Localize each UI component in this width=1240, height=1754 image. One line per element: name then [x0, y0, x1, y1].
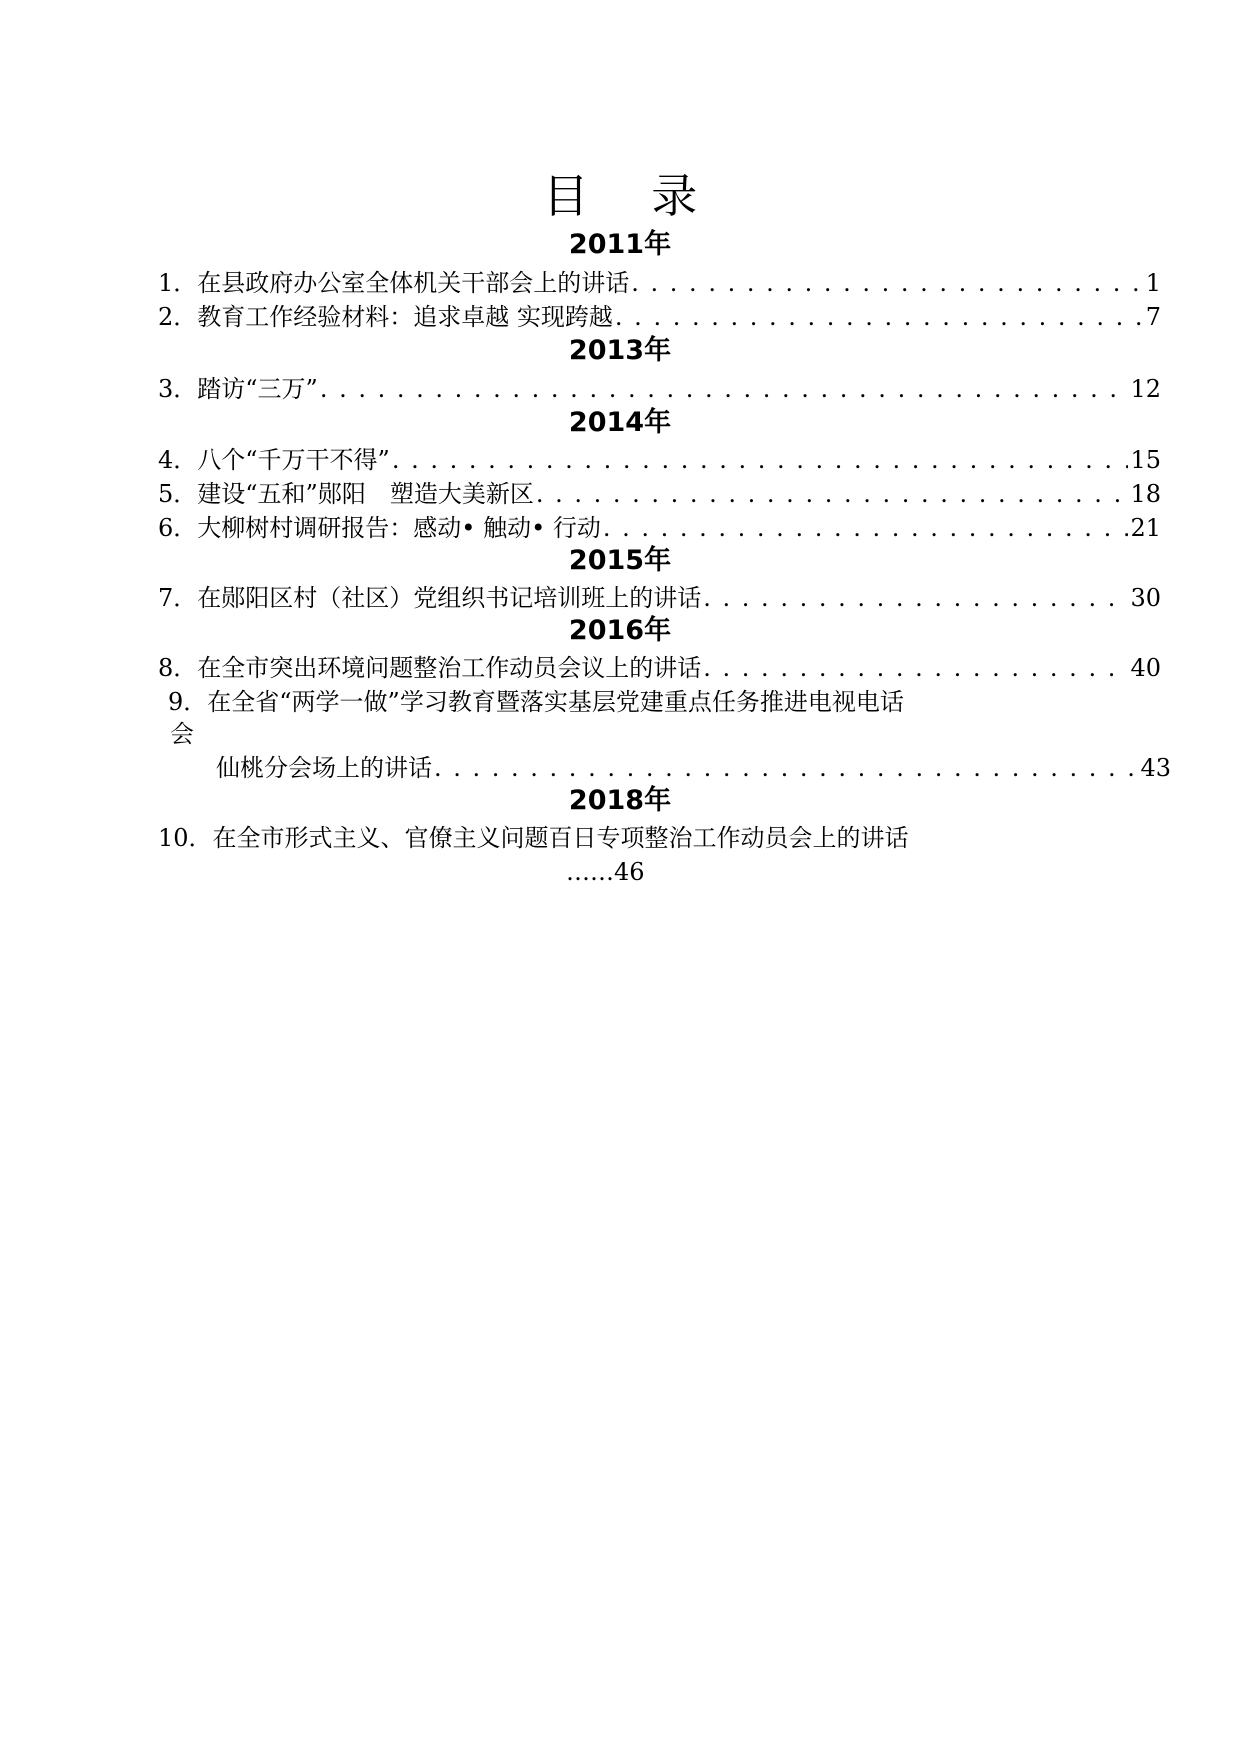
entry-number: 6．	[158, 514, 198, 542]
dot-leader	[703, 581, 1128, 615]
entry-page: 18	[1130, 480, 1161, 508]
toc-entry-line[interactable]	[158, 821, 909, 855]
toc-entry[interactable]	[158, 477, 1161, 511]
entry-page: 40	[1130, 654, 1161, 682]
entry-title: 在全市突出环境问题整治工作动员会议上的讲话	[197, 654, 702, 682]
entry-title: 仙桃分会场上的讲话	[216, 754, 432, 782]
toc-entry[interactable]	[216, 751, 1171, 785]
entry-number: 9．	[168, 688, 208, 716]
entry-page: 7	[1145, 303, 1161, 331]
entry-page: 43	[1140, 754, 1171, 782]
entry-title: 八个“千万干不得”	[197, 446, 390, 474]
toc-entry[interactable]	[158, 511, 1161, 545]
entry-number: 2．	[158, 303, 198, 331]
dot-leader	[434, 751, 1138, 785]
dot-leader	[392, 443, 1129, 477]
entry-title: 大柳树村调研报告：感动• 触动• 行动	[197, 514, 601, 542]
entry-title: 建设“五和”郧阳 塑造大美新区	[197, 480, 534, 508]
year-heading: 2014年	[568, 407, 672, 438]
entry-number: 10．	[158, 824, 213, 852]
year-heading: 2016年	[568, 615, 672, 646]
entry-number: 8．	[158, 654, 198, 682]
dot-leader	[703, 651, 1128, 685]
entry-number: 3．	[158, 375, 198, 403]
toc-entry[interactable]	[158, 581, 1161, 615]
entry-page-trailer: ……46	[566, 858, 645, 886]
entry-page: 12	[1130, 375, 1161, 403]
entry-page: 21	[1130, 514, 1161, 542]
entry-page: 1	[1145, 269, 1161, 297]
year-heading: 2018年	[568, 785, 672, 816]
entry-title: 在郧阳区村（社区）党组织书记培训班上的讲话	[197, 584, 702, 612]
year-heading: 2013年	[568, 335, 672, 366]
entry-title-wrap: 会	[170, 720, 194, 748]
entry-number: 4．	[158, 446, 198, 474]
dot-leader	[631, 266, 1143, 300]
dot-leader	[615, 300, 1144, 334]
entry-title: 在全市形式主义、官僚主义问题百日专项整治工作动员会上的讲话	[212, 824, 909, 852]
entry-title: 踏访“三万”	[197, 375, 318, 403]
entry-number: 7．	[158, 584, 198, 612]
toc-entry[interactable]	[158, 372, 1161, 406]
toc-entry[interactable]	[158, 651, 1161, 685]
dot-leader	[536, 477, 1129, 511]
dot-leader	[320, 372, 1129, 406]
toc-entry[interactable]	[158, 266, 1161, 300]
entry-number: 5．	[158, 480, 198, 508]
toc-entry-line[interactable]	[168, 685, 904, 719]
year-heading: 2011年	[568, 229, 672, 260]
page-title: 目 录	[542, 169, 722, 223]
toc-entry[interactable]	[158, 300, 1161, 334]
toc-entry[interactable]	[158, 443, 1161, 477]
entry-title: 在县政府办公室全体机关干部会上的讲话	[197, 269, 630, 297]
entry-title: 在全省“两学一做”学习教育暨落实基层党建重点任务推进电视电话	[207, 688, 904, 716]
entry-title: 教育工作经验材料：追求卓越 实现跨越	[197, 303, 613, 331]
entry-page: 30	[1130, 584, 1161, 612]
dot-leader	[603, 511, 1129, 545]
year-heading: 2015年	[568, 545, 672, 576]
entry-number: 1．	[158, 269, 198, 297]
entry-page: 15	[1130, 446, 1161, 474]
